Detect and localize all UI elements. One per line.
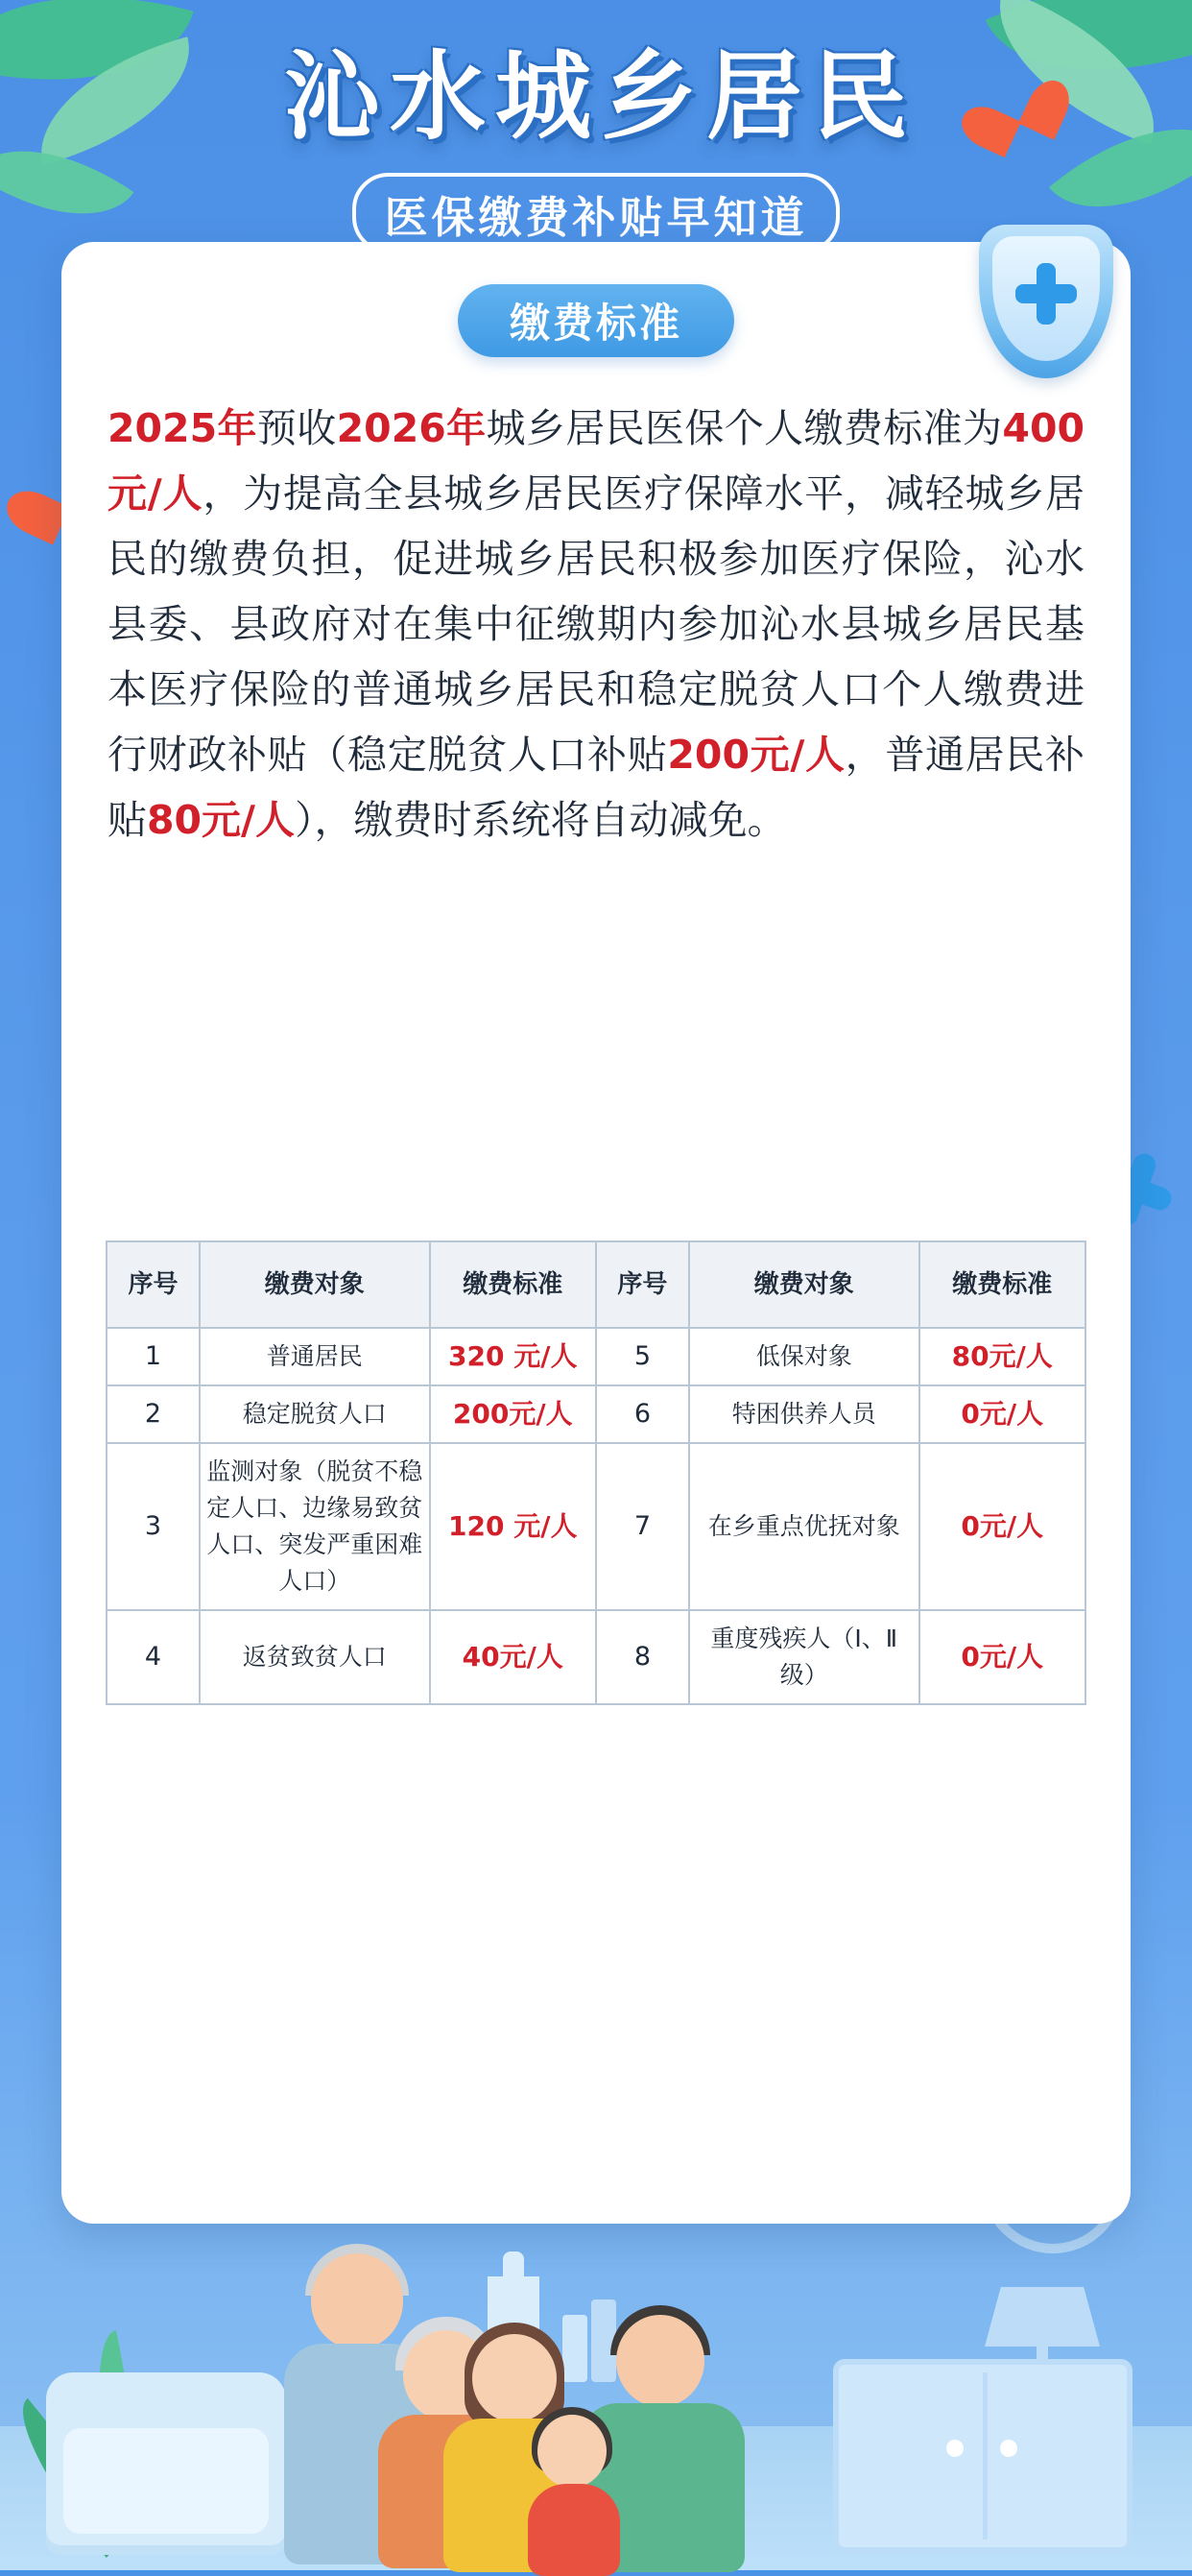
table-column-header: 缴费标准 (919, 1241, 1085, 1328)
section-badge-label: 缴费标准 (509, 300, 682, 347)
table-column-header: 序号 (107, 1241, 200, 1328)
table-cell-object: 普通居民 (200, 1328, 430, 1385)
paragraph-text: ，为提高全县城乡居民医疗保障水平，减轻城乡居民的缴费负担，促进城乡居民积极参加医疗保险，沁水县委、县政府对在集中征缴期内参加沁水县城乡居民基本医疗保险的普通城乡居民和稳定脱贫人口个人缴费进行财政补贴（稳定脱贫人口补贴 (107, 470, 1085, 778)
table-column-header: 缴费对象 (200, 1241, 430, 1328)
table-cell-fee: 320 元/人 (430, 1328, 596, 1385)
table-cell-index: 7 (596, 1443, 689, 1610)
table-cell-index: 3 (107, 1443, 200, 1610)
policy-paragraph (107, 396, 1085, 853)
paragraph-text: 城乡居民医保个人缴费标准为 (486, 405, 1003, 451)
family-group (259, 2186, 797, 2570)
table-row (107, 1385, 1085, 1443)
table-cell-fee: 120 元/人 (430, 1443, 596, 1610)
table-cell-object: 返贫致贫人口 (200, 1610, 430, 1704)
table-cell-index: 6 (596, 1385, 689, 1443)
paragraph-highlight: 400元/人 (107, 405, 1085, 517)
table-cell-object: 特困供养人员 (689, 1385, 919, 1443)
table-cell-object: 监测对象（脱贫不稳定人口、边缘易致贫人口、突发严重困难人口） (200, 1443, 430, 1610)
sofa-icon (46, 2372, 286, 2555)
table-cell-index: 4 (107, 1610, 200, 1704)
table-column-header: 序号 (596, 1241, 689, 1328)
page-title: 沁水城乡居民 (284, 40, 918, 153)
poster-header (0, 40, 1192, 253)
table-cell-fee: 0元/人 (919, 1443, 1085, 1610)
paragraph-highlight: 2025年 (107, 405, 257, 451)
family-illustration (0, 2157, 1192, 2570)
child-figure (511, 2407, 635, 2570)
table-cell-index: 8 (596, 1610, 689, 1704)
paragraph-text: ，普通居民补贴 (107, 732, 1085, 843)
fee-standard-table (106, 1240, 1086, 1705)
table-row (107, 1610, 1085, 1704)
content-card (61, 242, 1131, 2224)
table-cell-object: 重度残疾人（Ⅰ、Ⅱ级） (689, 1610, 919, 1704)
table-column-header: 缴费标准 (430, 1241, 596, 1328)
section-badge (458, 284, 734, 357)
paragraph-highlight: 200元/人 (667, 732, 846, 778)
table-row (107, 1443, 1085, 1610)
paragraph-highlight: 80元/人 (147, 797, 296, 843)
paragraph-text: ），缴费时系统将自动减免。 (295, 797, 787, 843)
table-cell-fee: 0元/人 (919, 1610, 1085, 1704)
table-cell-object: 低保对象 (689, 1328, 919, 1385)
table-cell-index: 1 (107, 1328, 200, 1385)
table-cell-index: 5 (596, 1328, 689, 1385)
table-cell-object: 稳定脱贫人口 (200, 1385, 430, 1443)
table-cell-fee: 0元/人 (919, 1385, 1085, 1443)
table-header (107, 1241, 1085, 1328)
table-cell-fee: 80元/人 (919, 1328, 1085, 1385)
table-cell-fee: 40元/人 (430, 1610, 596, 1704)
fee-standard-table-wrap (106, 1240, 1086, 1705)
page-subtitle: 医保缴费补贴早知道 (384, 191, 808, 243)
table-body (107, 1328, 1085, 1704)
table-cell-object: 在乡重点优抚对象 (689, 1443, 919, 1610)
table-cell-index: 2 (107, 1385, 200, 1443)
cabinet-icon (833, 2359, 1132, 2553)
table-cell-fee: 200元/人 (430, 1385, 596, 1443)
table-header-row (107, 1241, 1085, 1328)
paragraph-highlight: 2026年 (336, 405, 487, 451)
paragraph-text: 预收 (256, 405, 337, 451)
shield-medical-icon (979, 225, 1113, 378)
table-column-header: 缴费对象 (689, 1241, 919, 1328)
table-row (107, 1328, 1085, 1385)
